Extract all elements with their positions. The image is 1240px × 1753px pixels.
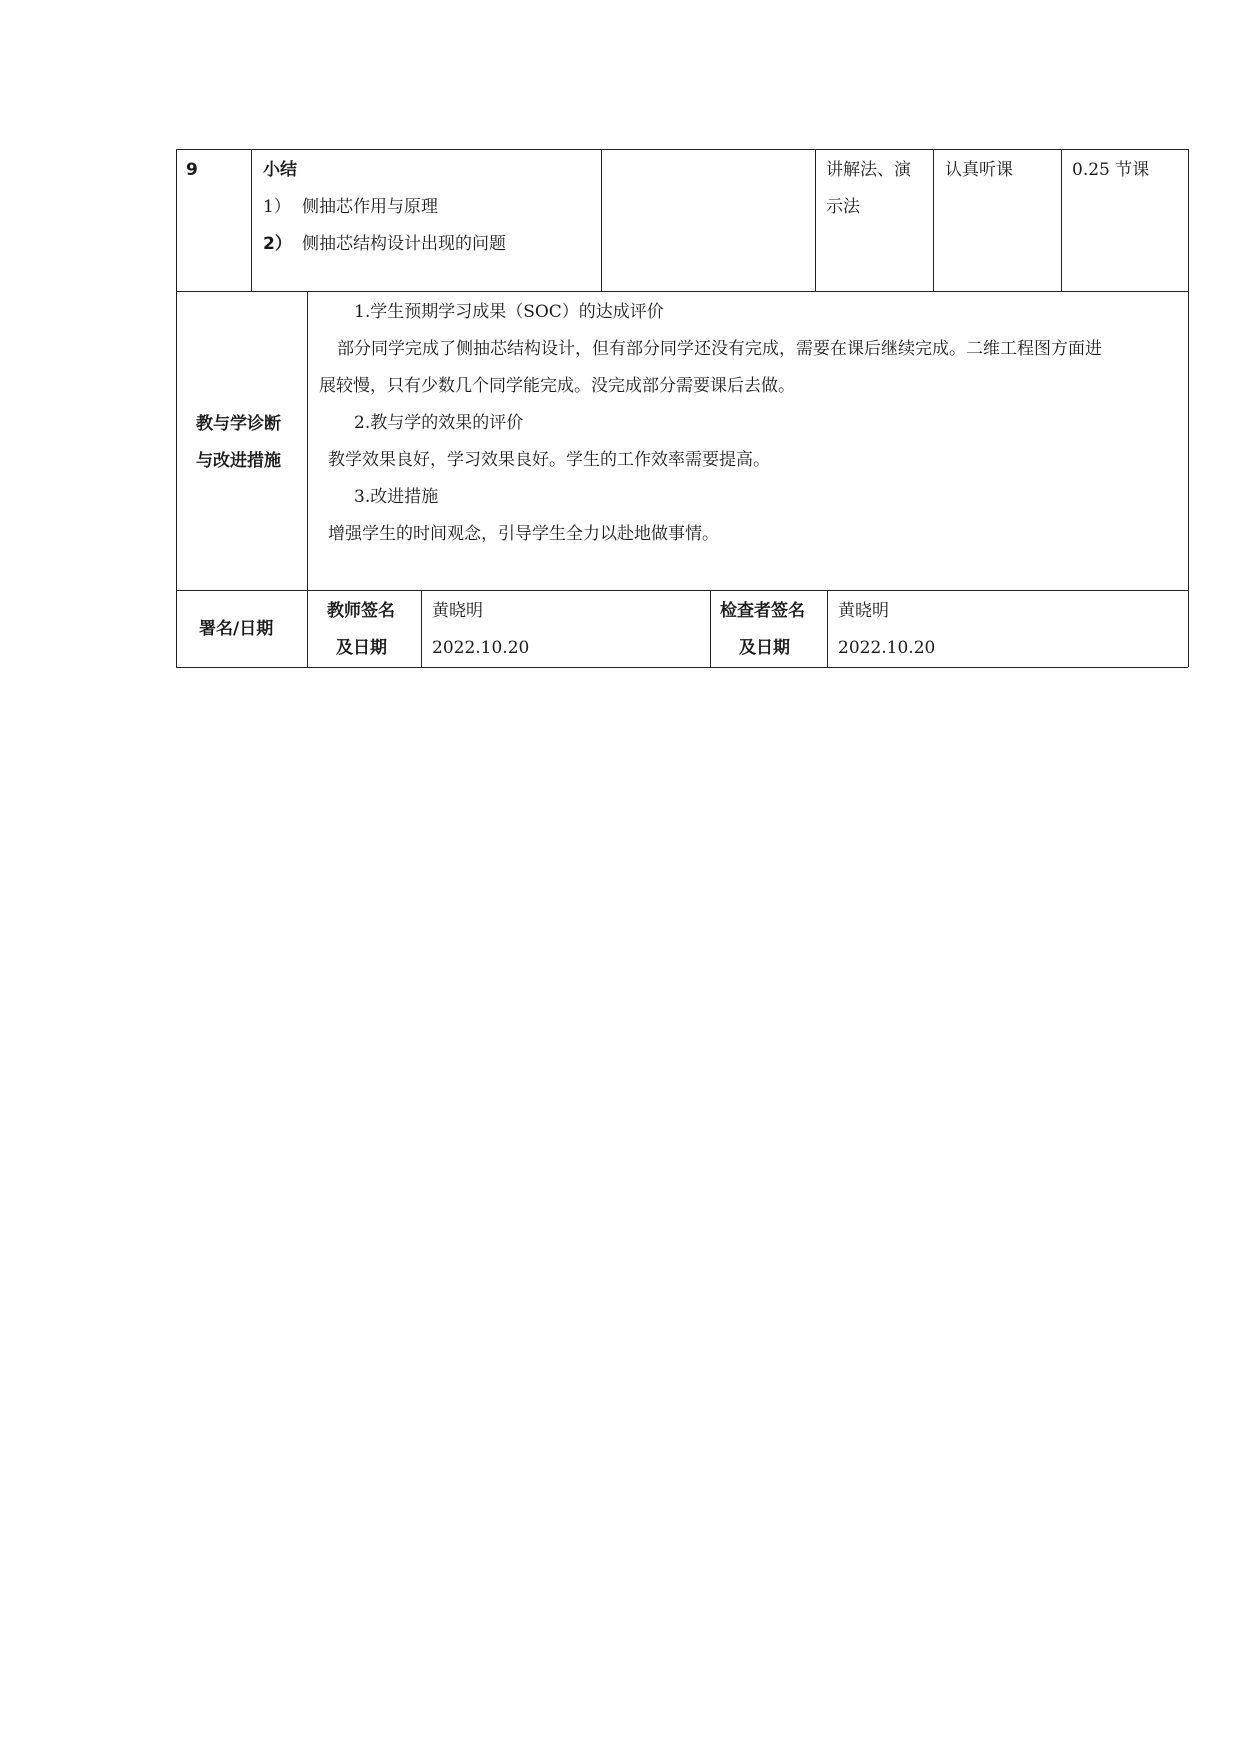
grid-line: [307, 291, 308, 667]
signature-label: 署名/日期: [199, 619, 274, 639]
summary-item-text: 侧抽芯结构设计出现的问题: [302, 234, 506, 254]
diagnosis-label: 教与学诊断: [196, 414, 281, 434]
student-activity: 认真听课: [945, 160, 1013, 180]
checker-date: 2022.10.20: [838, 638, 936, 658]
summary-item-marker: 1）: [263, 197, 291, 217]
grid-line: [827, 590, 828, 667]
summary-item-text: 侧抽芯作用与原理: [302, 197, 438, 217]
summary-item-marker: 2）: [263, 234, 292, 254]
grid-line: [710, 590, 711, 667]
checker-name: 黄晓明: [838, 601, 889, 621]
grid-line: [176, 149, 177, 667]
teacher-signature-label: 教师签名: [327, 601, 395, 621]
grid-line: [251, 149, 252, 291]
grid-line: [1061, 149, 1062, 291]
grid-line: [176, 149, 1188, 150]
grid-line: [176, 590, 1188, 591]
diagnosis-paragraph: 展较慢，只有少数几个同学能完成。没完成部分需要课后去做。: [319, 376, 795, 396]
diagnosis-paragraph: 教学效果良好，学习效果良好。学生的工作效率需要提高。: [328, 450, 770, 470]
grid-line: [176, 667, 1188, 668]
checker-signature-label: 检查者签名: [720, 601, 805, 621]
diagnosis-paragraph: 部分同学完成了侧抽芯结构设计，但有部分同学还没有完成，需要在课后继续完成。二维工程图方面进: [337, 339, 1102, 359]
grid-line: [933, 149, 934, 291]
diagnosis-heading: 1.学生预期学习成果（SOC）的达成评价: [354, 302, 664, 322]
row-number: 9: [186, 160, 198, 180]
diagnosis-label: 与改进措施: [196, 451, 281, 471]
grid-line: [601, 149, 602, 291]
teaching-method: 讲解法、演: [826, 160, 911, 180]
teacher-date: 2022.10.20: [432, 638, 530, 658]
grid-line: [1188, 149, 1189, 667]
teaching-method: 示法: [826, 197, 860, 217]
diagnosis-heading: 2.教与学的效果的评价: [354, 413, 524, 433]
grid-line: [815, 149, 816, 291]
summary-title: 小结: [263, 160, 297, 180]
teacher-signature-label: 及日期: [336, 638, 387, 658]
diagnosis-paragraph: 增强学生的时间观念，引导学生全力以赴地做事情。: [328, 524, 719, 544]
checker-signature-label: 及日期: [739, 638, 790, 658]
teacher-name: 黄晓明: [432, 601, 483, 621]
class-hours: 0.25 节课: [1072, 160, 1150, 180]
grid-line: [421, 590, 422, 667]
grid-line: [176, 291, 1188, 292]
diagnosis-heading: 3.改进措施: [354, 487, 439, 507]
